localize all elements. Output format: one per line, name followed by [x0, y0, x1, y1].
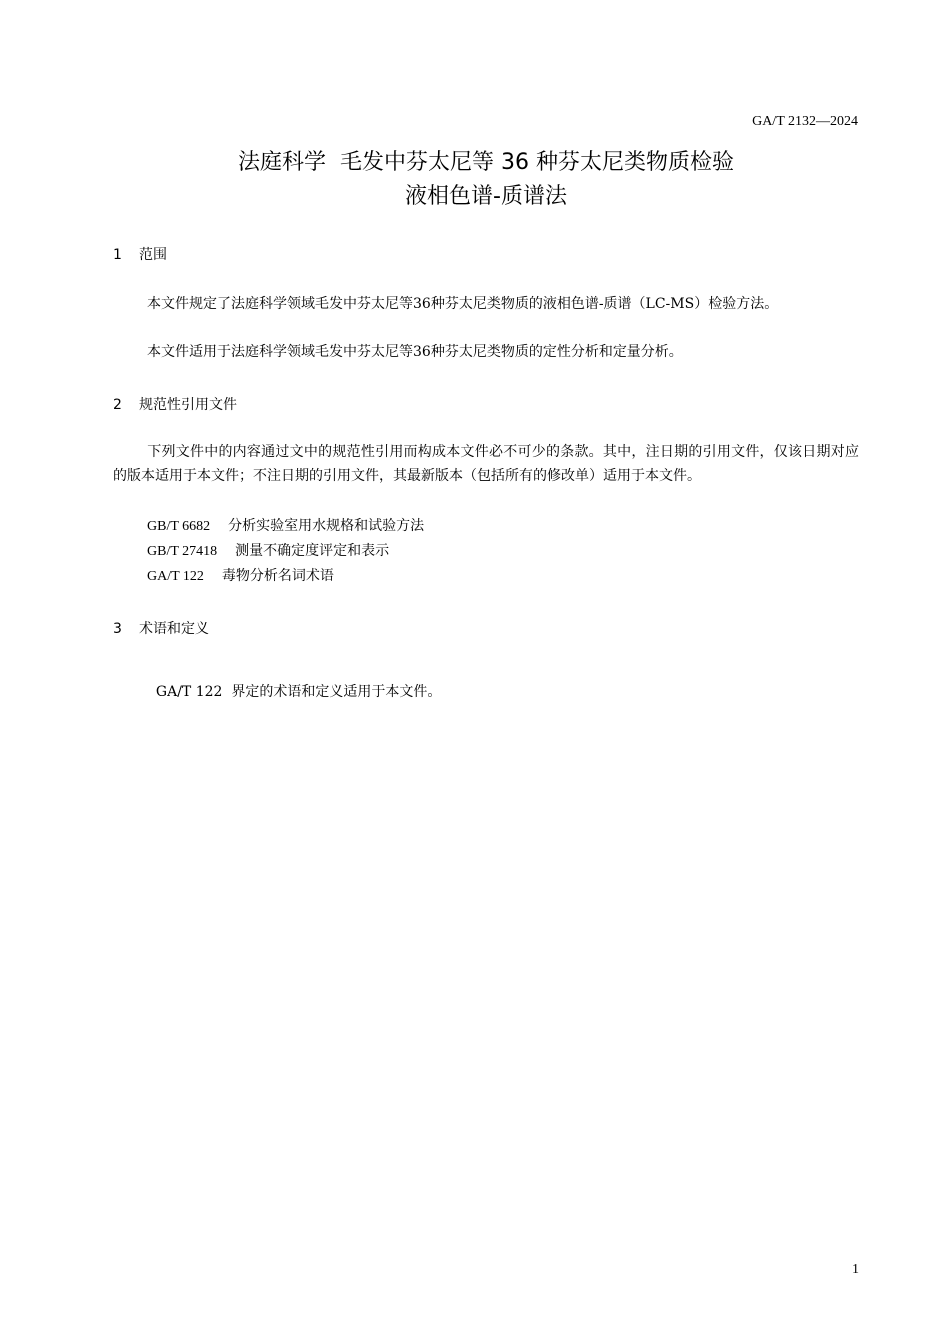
- reference-code: GA/T 122: [147, 569, 204, 584]
- paragraph-text: 本文件规定了法庭科学领域毛发中芬太尼等36种芬太尼类物质的液相色谱-质谱（LC-MS）检验方法。: [147, 296, 779, 312]
- reference-item: [147, 540, 389, 560]
- paragraph: [113, 440, 859, 488]
- reference-title: 分析实验室用水规格和试验方法: [228, 518, 425, 534]
- section-title: 术语和定义: [139, 621, 209, 637]
- document-title: [0, 146, 950, 214]
- section-heading-normative-references: [113, 394, 237, 414]
- reference-item: [147, 515, 424, 535]
- reference-title: 测量不确定度评定和表示: [235, 543, 390, 559]
- paragraph: [113, 292, 859, 316]
- paragraph: [147, 665, 441, 701]
- section-heading-terms-and-definitions: [113, 618, 209, 638]
- paragraph-text: 本文件适用于法庭科学领域毛发中芬太尼等36种芬太尼类物质的定性分析和定量分析。: [147, 344, 683, 360]
- section-heading-scope: [113, 244, 167, 264]
- section-title: 规范性引用文件: [139, 397, 237, 413]
- reference-title: 毒物分析名词术语: [221, 568, 334, 584]
- standard-code: GA/T 2132—2024: [752, 114, 858, 129]
- page-number: 1: [852, 1262, 859, 1277]
- reference-code: GB/T 6682: [147, 519, 211, 534]
- section-title: 范围: [139, 247, 167, 263]
- section-number: 3: [113, 621, 122, 637]
- section-number: 2: [113, 397, 122, 413]
- section-number: 1: [113, 247, 122, 263]
- paragraph: [113, 340, 859, 364]
- title-line-2: 液相色谱-质谱法: [405, 184, 567, 209]
- reference-item: [147, 565, 334, 585]
- reference-code: GB/T 27418: [147, 544, 218, 559]
- paragraph-text: GA/T 122 界定的术语和定义适用于本文件。: [155, 684, 442, 700]
- title-line-1: 法庭科学 毛发中芬太尼等 36 种芬太尼类物质检验: [238, 150, 734, 175]
- paragraph-text: 下列文件中的内容通过文中的规范性引用而构成本文件必不可少的条款。其中，注日期的引用文件，仅该日期对应的版本适用于本文件；不注日期的引用文件，其最新版本（包括所有的修改单）适用于本文件。: [113, 444, 859, 484]
